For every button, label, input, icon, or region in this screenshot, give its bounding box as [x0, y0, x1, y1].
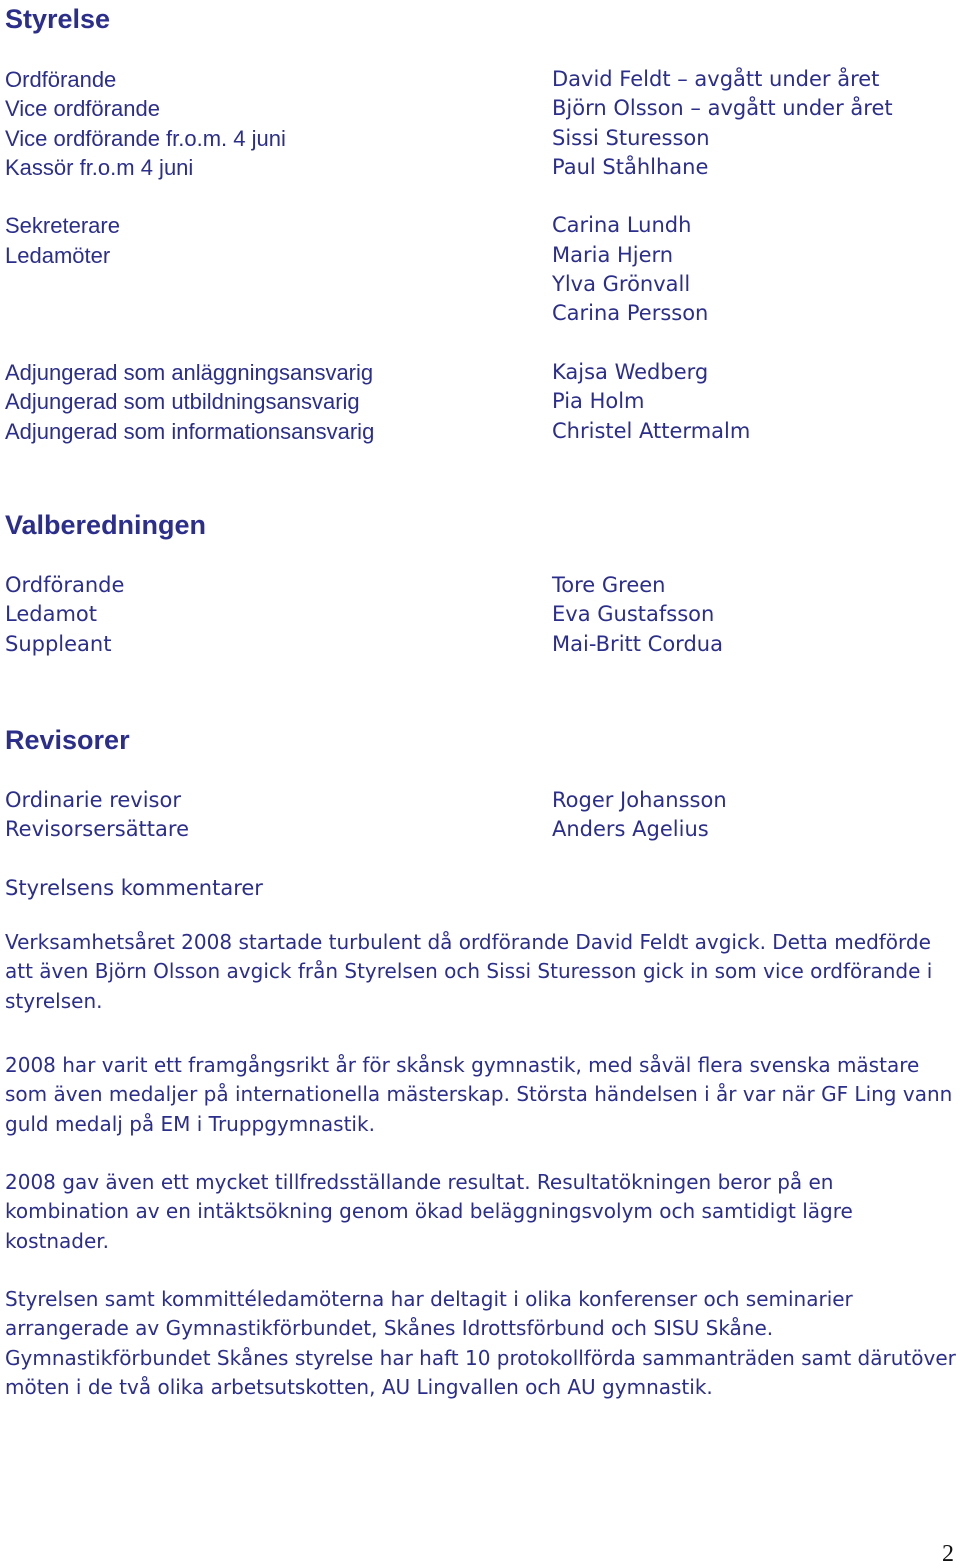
page-number: 2 — [942, 1541, 954, 1567]
revisorer-roles-item: Revisorsersättare — [5, 817, 189, 842]
styrelse-roles-item: Ordförande — [5, 67, 117, 92]
styrelse-names-item: Carina Lundh — [552, 213, 692, 238]
styrelse-roles-item: Kassör fr.o.m 4 juni — [5, 154, 194, 180]
valberedningen-names-item: Eva Gustafsson — [552, 602, 715, 627]
styrelse-names-item — [552, 182, 893, 211]
styrelse-roles-item: Adjungerad som informationsansvarig — [5, 418, 375, 444]
styrelse-roles-item: Vice ordförande fr.o.m. 4 juni — [5, 125, 286, 151]
kommentar-paragraph-4: Styrelsen samt kommittéledamöterna har deltagit i olika konferenser och seminarier arrangerade av Gymnastikförbundet, Skånes Idrottsförbund och SISU Skåne. Gymnastikförbundet Skånes styrelse har haft 10 protokollförda sammanträden samt därutöver möten i de två olika arbetsutskotten, AU Lingvallen och AU gymnastik. — [5, 1287, 956, 1399]
styrelse-roles-item: Vice ordförande — [5, 96, 160, 122]
revisorer-names-item: Anders Agelius — [552, 817, 709, 842]
styrelse-names-item: Maria Hjern — [552, 242, 674, 267]
styrelse-roles-item — [5, 329, 374, 358]
styrelse-roles-item: Adjungerad som anläggningsansvarig — [5, 359, 374, 385]
revisorer-names — [552, 786, 727, 845]
valberedningen-roles-item: Ordförande — [5, 573, 125, 597]
revisorer-roles — [5, 786, 189, 845]
valberedningen-heading: Valberedningen — [5, 510, 207, 540]
kommentar-paragraph-1: Verksamhetsåret 2008 startade turbulent då ordförande David Feldt avgick. Detta medförde att även Björn Olsson avgick från Styrelsen och Sissi Sturesson gick in som vice ordförande i styrelsen. — [5, 930, 933, 1013]
styrelse-roles-item — [5, 182, 374, 211]
styrelse-names-item: Pia Holm — [552, 389, 645, 414]
styrelse-names-item: Kajsa Wedberg — [552, 359, 709, 384]
kommentar-paragraph-2: 2008 har varit ett framgångsrikt år för skånsk gymnastik, med såväl flera svenska mästare som även medaljer på internationella mästerskap. Största händelsen i år var när GF Ling vann guld medalj på EM i Truppgymnastik. — [5, 1053, 953, 1136]
kommentarer-heading: Styrelsens kommentarer — [5, 876, 263, 900]
styrelse-names-item: Paul Ståhlhane — [552, 154, 709, 179]
styrelse-roles-item: Adjungerad som utbildningsansvarig — [5, 389, 360, 415]
styrelse-roles-item — [5, 270, 374, 299]
styrelse-names — [552, 65, 893, 446]
styrelse-names-item: Christel Attermalm — [552, 418, 751, 443]
revisorer-names-item: Roger Johansson — [552, 788, 727, 812]
valberedningen-names-item: Tore Green — [552, 573, 666, 597]
styrelse-names-item: Ylva Grönvall — [552, 272, 691, 297]
styrelse-roles-item — [5, 299, 374, 328]
revisorer-heading: Revisorer — [5, 725, 130, 755]
styrelse-names-item — [552, 329, 893, 358]
valberedningen-roles — [5, 571, 124, 659]
styrelse-roles-item: Sekreterare — [5, 213, 120, 239]
styrelse-names-item: Carina Persson — [552, 301, 709, 326]
valberedningen-names — [552, 571, 723, 659]
valberedningen-roles-item: Ledamot — [5, 602, 97, 627]
valberedningen-names-item: Mai-Britt Cordua — [552, 631, 723, 656]
styrelse-roles — [5, 65, 374, 446]
revisorer-roles-item: Ordinarie revisor — [5, 788, 181, 812]
styrelse-names-item: Björn Olsson – avgått under året — [552, 96, 893, 121]
styrelse-names-item: David Feldt – avgått under året — [552, 67, 880, 91]
kommentar-paragraph-3: 2008 gav även ett mycket tillfredsställande resultat. Resultatökningen beror på en kombination av en intäktsökning genom ökad beläggningsvolym och samtidigt lägre kostnader. — [5, 1170, 853, 1253]
valberedningen-roles-item: Suppleant — [5, 631, 112, 656]
styrelse-heading: Styrelse — [5, 4, 111, 34]
styrelse-roles-item: Ledamöter — [5, 242, 111, 268]
styrelse-names-item: Sissi Sturesson — [552, 125, 710, 150]
